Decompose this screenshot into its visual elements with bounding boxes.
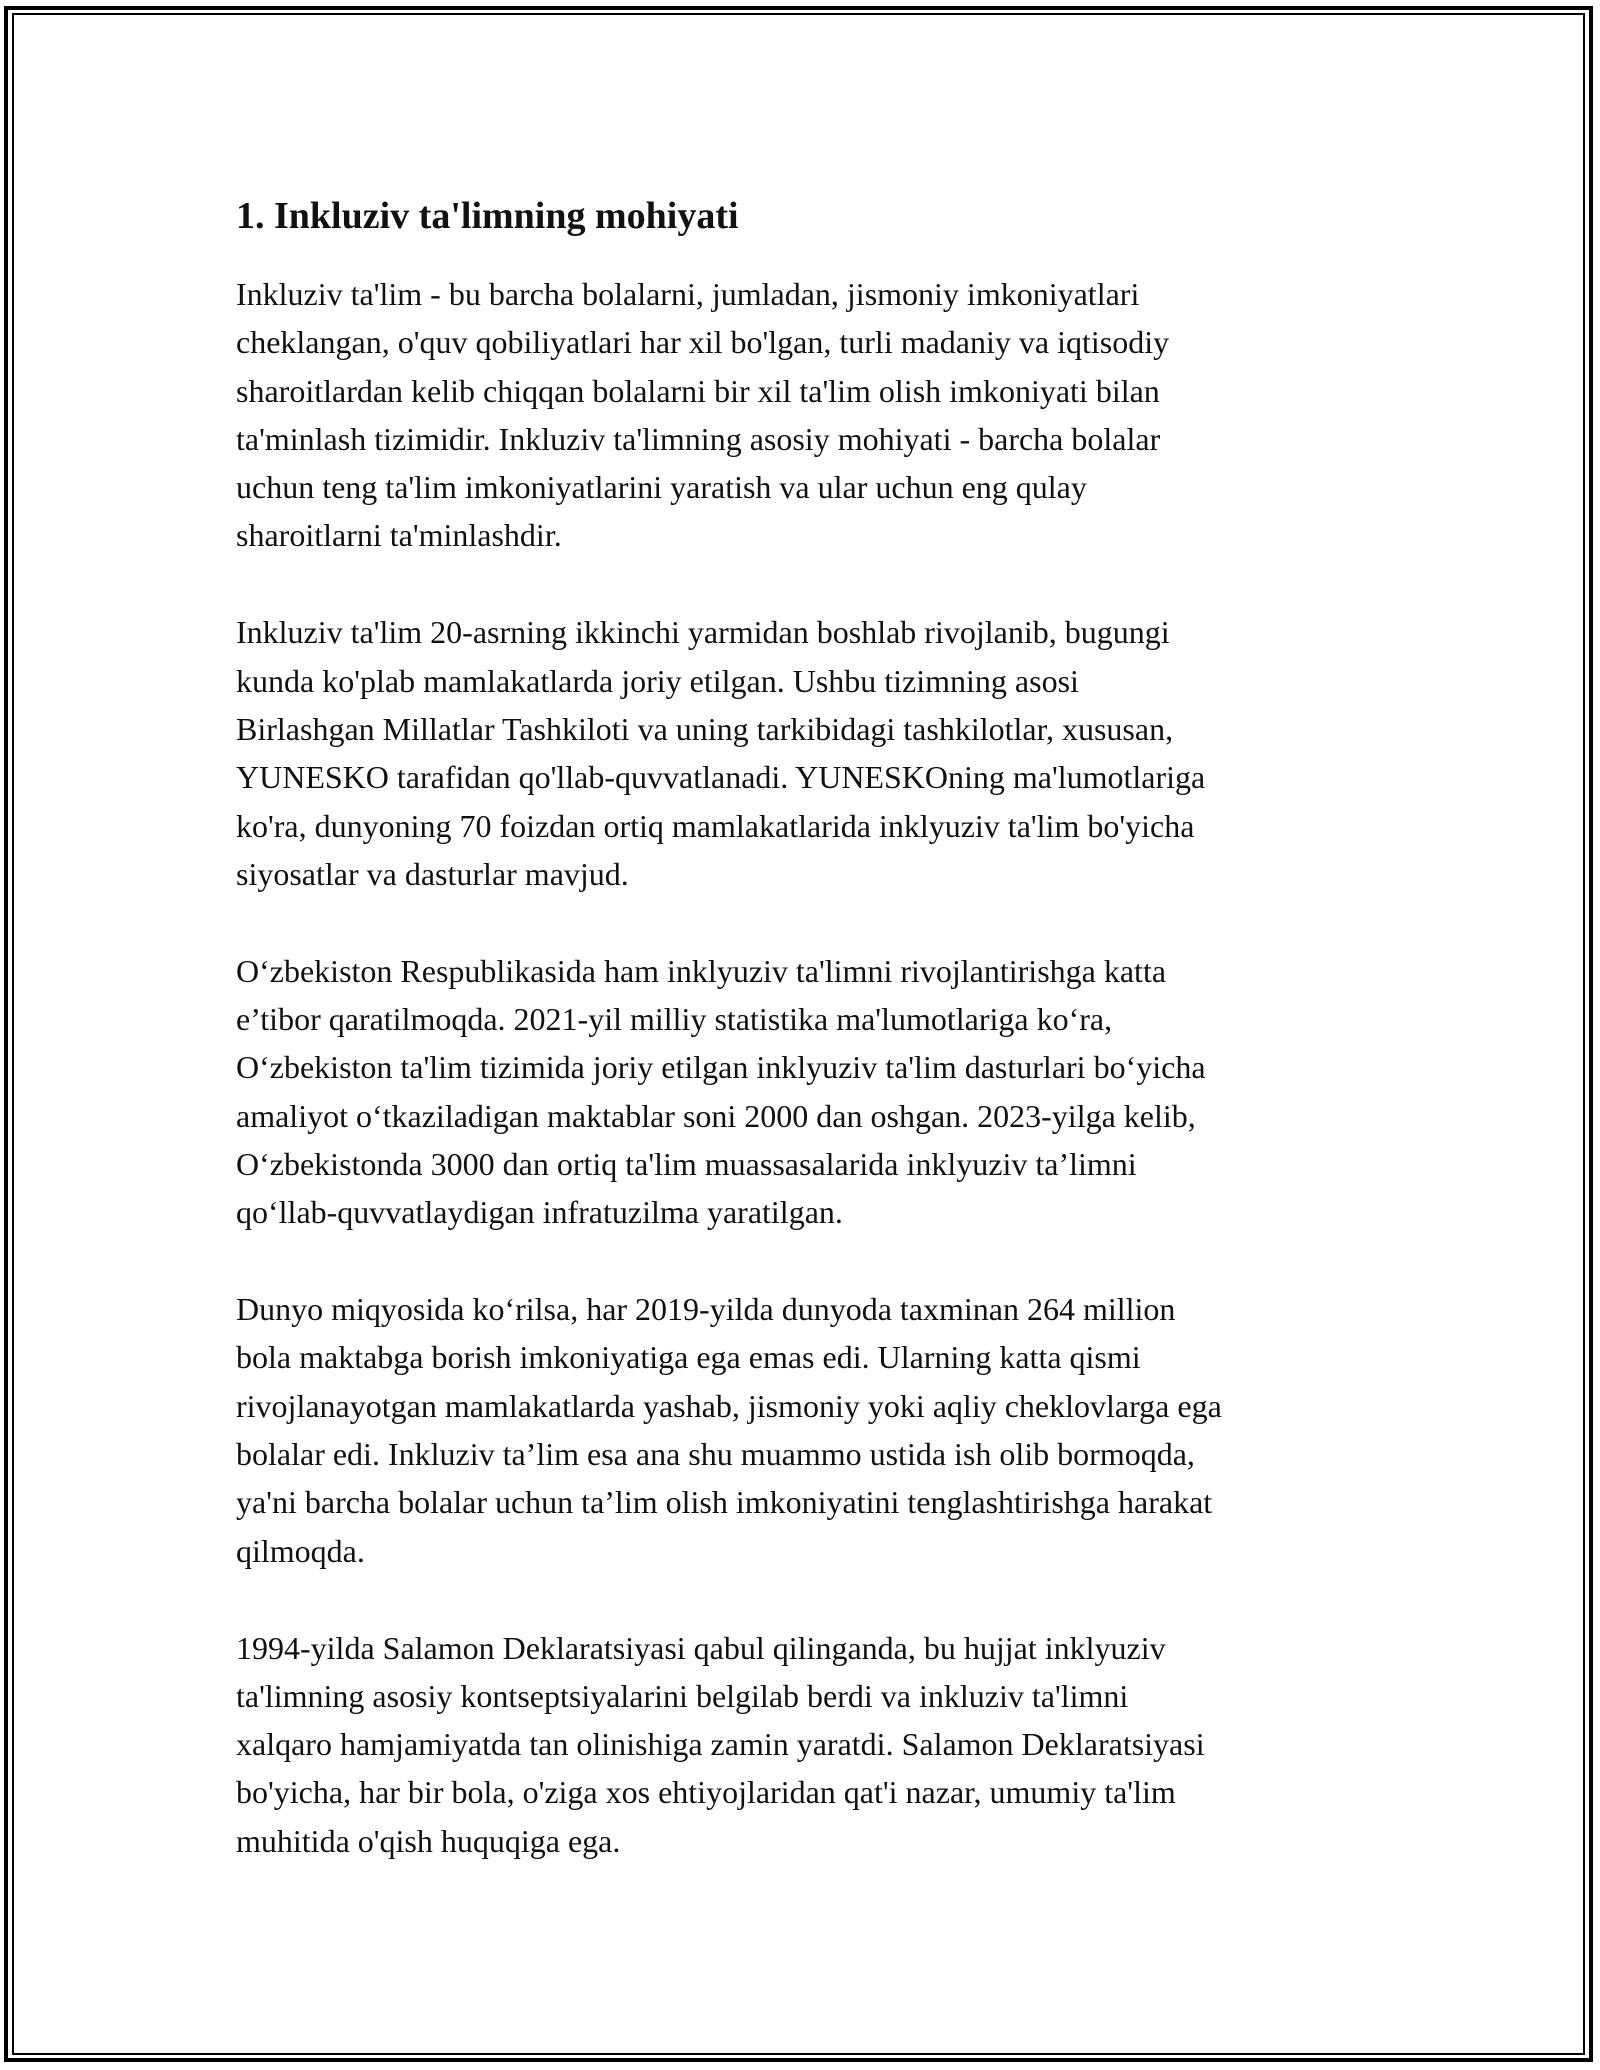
text-line: cheklangan, o'quv qobiliyatlari har xil bo'lgan, turli madaniy va iqtisodiy (236, 324, 1170, 361)
text-line: ta'limning asosiy kontseptsiyalarini belgilab berdi va inkluziv ta'limni (236, 1677, 1129, 1714)
text-line: Inkluziv ta'lim - bu barcha bolalarni, jumladan, jismoniy imkoniyatlari (236, 276, 1140, 312)
text-line: 1994-yilda Salamon Deklaratsiyasi qabul qilinganda, bu hujjat inklyuziv (236, 1629, 1166, 1666)
text-line: qo‘llab-quvvatlaydigan infratuzilma yaratilgan. (236, 1194, 843, 1231)
text-line: bola maktabga borish imkoniyatiga ega emas edi. Ularning katta qismi (236, 1339, 1141, 1376)
text-line: siyosatlar va dasturlar mavjud. (236, 855, 629, 892)
text-line: uchun teng ta'lim imkoniyatlarini yaratish va ular uchun eng qulay (236, 469, 1087, 506)
text-line: kunda ko'plab mamlakatlarda joriy etilgan. Ushbu tizimning asosi (236, 662, 1079, 699)
text-line: bo'yicha, har bir bola, o'ziga xos ehtiyojlaridan qat'i nazar, umumiy ta'lim (236, 1774, 1176, 1811)
paragraph-1 (236, 270, 1386, 560)
text-line: sharoitlarni ta'minlashdir. (236, 517, 562, 554)
text-line: Birlashgan Millatlar Tashkiloti va uning tarkibidagi tashkilotlar, xususan, (236, 710, 1174, 747)
text-line: bolalar edi. Inkluziv ta’lim esa ana shu muammo ustida ish olib bormoqda, (236, 1436, 1195, 1473)
text-line: e’tibor qaratilmoqda. 2021-yil milliy statistika ma'lumotlariga ko‘ra, (236, 1001, 1113, 1038)
paragraph-5 (236, 1624, 1386, 1865)
text-line: muhitida o'qish huquqiga ega. (236, 1822, 621, 1859)
text-line: ta'minlash tizimidir. Inkluziv ta'limning asosiy mohiyati - barcha bolalar (236, 420, 1161, 457)
text-line: ko'ra, dunyoning 70 foizdan ortiq mamlakatlarida inklyuziv ta'lim bo'yicha (236, 807, 1195, 844)
text-line: O‘zbekistonda 3000 dan ortiq ta'lim muassasalarida inklyuziv ta’limni (236, 1145, 1137, 1182)
text-line: ya'ni barcha bolalar uchun ta’lim olish imkoniyatini tenglashtirishga harakat (236, 1484, 1213, 1521)
page-title: 1. Inkluziv ta'limning mohiyati (236, 195, 739, 237)
document-body (236, 188, 1386, 1914)
text-line: qilmoqda. (236, 1532, 365, 1569)
paragraph-2 (236, 608, 1386, 898)
paragraph-3 (236, 947, 1386, 1237)
text-line: Inkluziv ta'lim 20-asrning ikkinchi yarmidan boshlab rivojlanib, bugungi (236, 614, 1170, 651)
text-line: amaliyot o‘tkaziladigan maktablar soni 2000 dan oshgan. 2023-yilga kelib, (236, 1097, 1196, 1134)
text-line: xalqaro hamjamiyatda tan olinishiga zamin yaratdi. Salamon Deklaratsiyasi (236, 1726, 1205, 1763)
text-line: O‘zbekiston ta'lim tizimida joriy etilgan inklyuziv ta'lim dasturlari bo‘yicha (236, 1049, 1206, 1086)
text-line: rivojlanayotgan mamlakatlarda yashab, jismoniy yoki aqliy cheklovlarga ega (236, 1387, 1222, 1424)
paragraph-4 (236, 1285, 1386, 1575)
text-line: sharoitlardan kelib chiqqan bolalarni bir xil ta'lim olish imkoniyati bilan (236, 372, 1160, 409)
text-line: O‘zbekiston Respublikasida ham inklyuziv ta'limni rivojlantirishga katta (236, 952, 1167, 989)
text-line: YUNESKO tarafidan qo'llab-quvvatlanadi. YUNESKOning ma'lumotlariga (236, 759, 1206, 796)
text-line: Dunyo miqyosida ko‘rilsa, har 2019-yilda dunyoda taxminan 264 million (236, 1291, 1176, 1328)
